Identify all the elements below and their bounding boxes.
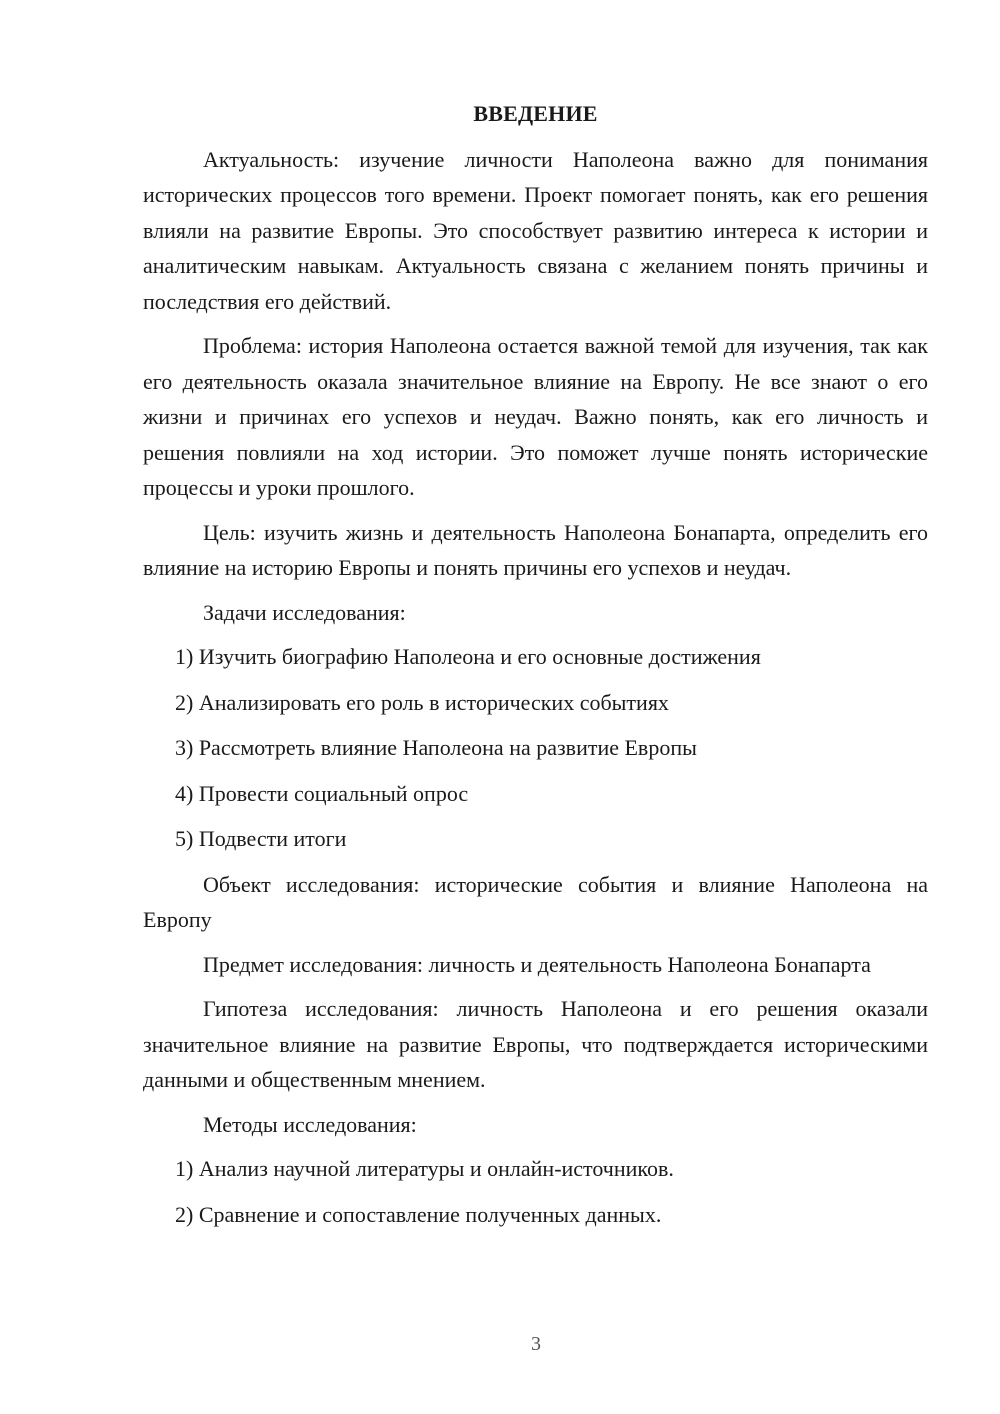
- tasks-label: Задачи исследования:: [203, 599, 406, 625]
- object-paragraph: Объект исследования: исторические события и влияние Наполеона на Европу: [143, 871, 928, 932]
- method-item: 2) Сравнение и сопоставление полученных данных.: [175, 1201, 662, 1227]
- relevance-paragraph: Актуальность: изучение личности Наполеона важно для понимания исторических процессов того времени. Проект помогает понять, как его решения влияли на развитие Европы. Это способствует развитию интереса к истории и аналитическим навыкам. Актуальность связана с желанием понять причины и последствия его действий.: [143, 146, 928, 314]
- tasks-list: [143, 639, 928, 857]
- page-title: ВВЕДЕНИЕ: [473, 101, 598, 126]
- page-content: [143, 96, 928, 1242]
- method-item: 1) Анализ научной литературы и онлайн-источников.: [175, 1156, 674, 1181]
- subject-paragraph: Предмет исследования: личность и деятельность Наполеона Бонапарта: [203, 951, 871, 977]
- task-item: 4) Провести социальный опрос: [175, 780, 469, 806]
- task-item: 1) Изучить биографию Наполеона и его основные достижения: [175, 644, 761, 669]
- hypothesis-paragraph: Гипотеза исследования: личность Наполеона и его решения оказали значительное влияние на развитие Европы, что подтверждается историческими данными и общественным мнением.: [143, 996, 928, 1092]
- task-item: 2) Анализировать его роль в исторических событиях: [175, 689, 669, 715]
- page-number: 3: [531, 1333, 541, 1355]
- problem-paragraph: Проблема: история Наполеона остается важной темой для изучения, так как его деятельность оказала значительное влияние на Европу. Не все знают о его жизни и причинах его успехов и неудач. Важно понять, как его личность и решения повлияли на ход истории. Это поможет лучше понять исторические процессы и уроки прошлого.: [143, 333, 928, 500]
- goal-paragraph: Цель: изучить жизнь и деятельность Наполеона Бонапарта, определить его влияние на историю Европы и понять причины его успехов и неудач.: [143, 519, 928, 580]
- methods-list: [143, 1151, 928, 1232]
- task-item: 3) Рассмотреть влияние Наполеона на развитие Европы: [175, 735, 697, 760]
- methods-label: Методы исследования:: [203, 1111, 417, 1137]
- task-item: 5) Подвести итоги: [175, 826, 347, 851]
